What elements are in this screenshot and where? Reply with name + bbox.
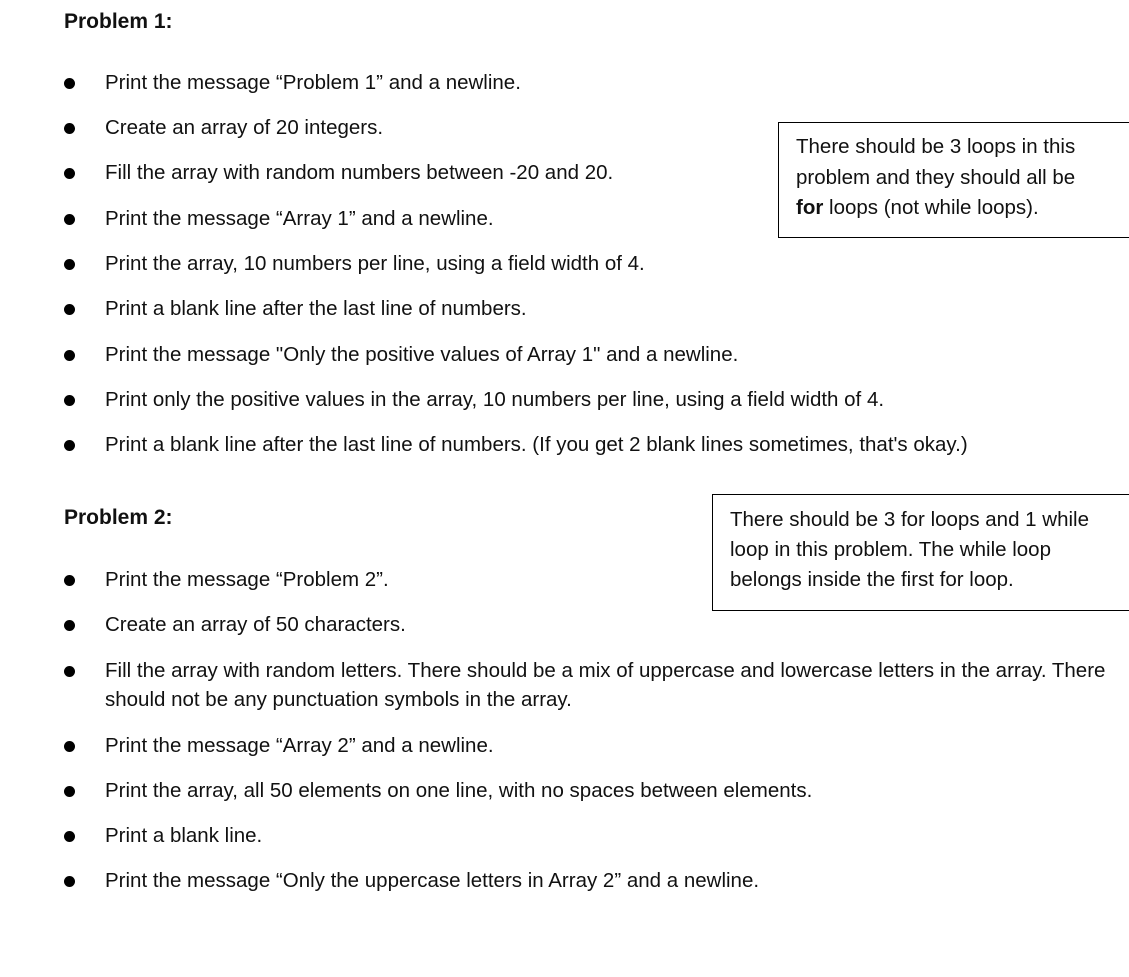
bullet-icon: [64, 350, 75, 361]
list-item-text: Print a blank line after the last line of numbers.: [105, 297, 527, 320]
list-item-text: Create an array of 50 characters.: [105, 613, 406, 636]
problem-1-note-box: [778, 122, 1129, 238]
note-line: loop in this problem. The while loop: [730, 538, 1051, 561]
note-line-rest: loops (not while loops).: [823, 196, 1039, 219]
bullet-icon: [64, 123, 75, 134]
list-item-text: Fill the array with random numbers between -20 and 20.: [105, 161, 614, 184]
bullet-icon: [64, 831, 75, 842]
note-bold-keyword: for: [796, 196, 824, 219]
problem-1-heading: Problem 1:: [64, 10, 173, 33]
problem-2-note-box: [712, 494, 1129, 611]
bullet-icon: [64, 741, 75, 752]
list-item-text: Print the message "Only the positive values of Array 1" and a newline.: [105, 343, 739, 366]
bullet-icon: [64, 876, 75, 887]
list-item-text: Print the message “Array 2” and a newline.: [105, 734, 494, 757]
bullet-icon: [64, 78, 75, 89]
list-item-text: Print the message “Problem 2”.: [105, 568, 389, 591]
bullet-icon: [64, 440, 75, 451]
list-item-text: Create an array of 20 integers.: [105, 116, 384, 139]
bullet-icon: [64, 786, 75, 797]
note-line: There should be 3 for loops and 1 while: [730, 508, 1089, 531]
bullet-icon: [64, 214, 75, 225]
list-item-text: Print the message “Array 1” and a newline.: [105, 207, 494, 230]
list-item-text: Print the array, all 50 elements on one line, with no spaces between elements.: [105, 779, 813, 802]
bullet-icon: [64, 168, 75, 179]
bullet-icon: [64, 620, 75, 631]
list-item-text: Print the message “Only the uppercase letters in Array 2” and a newline.: [105, 869, 760, 892]
list-item-text: Fill the array with random letters. There should be a mix of uppercase and lowercase letters in the array. There should not be any punctuation symbols in the array.: [105, 659, 1106, 711]
list-item-text: Print the message “Problem 1” and a newline.: [105, 71, 521, 94]
note-line: problem and they should all be: [796, 165, 1076, 189]
problem-2-heading: Problem 2:: [64, 506, 173, 529]
note-line: [796, 193, 1129, 224]
bullet-icon: [64, 395, 75, 406]
list-item-text: Print a blank line after the last line of numbers. (If you get 2 blank lines sometimes, that's okay.): [105, 433, 968, 456]
list-item-text: Print the array, 10 numbers per line, using a field width of 4.: [105, 252, 645, 275]
bullet-icon: [64, 575, 75, 586]
bullet-icon: [64, 666, 75, 677]
list-item-text: Print a blank line.: [105, 824, 263, 847]
note-line: belongs inside the first for loop.: [730, 568, 1014, 591]
bullet-icon: [64, 304, 75, 315]
list-item-text: Print only the positive values in the array, 10 numbers per line, using a field width of 4.: [105, 388, 885, 411]
note-line: There should be 3 loops in this: [796, 135, 1076, 158]
bullet-icon: [64, 259, 75, 270]
